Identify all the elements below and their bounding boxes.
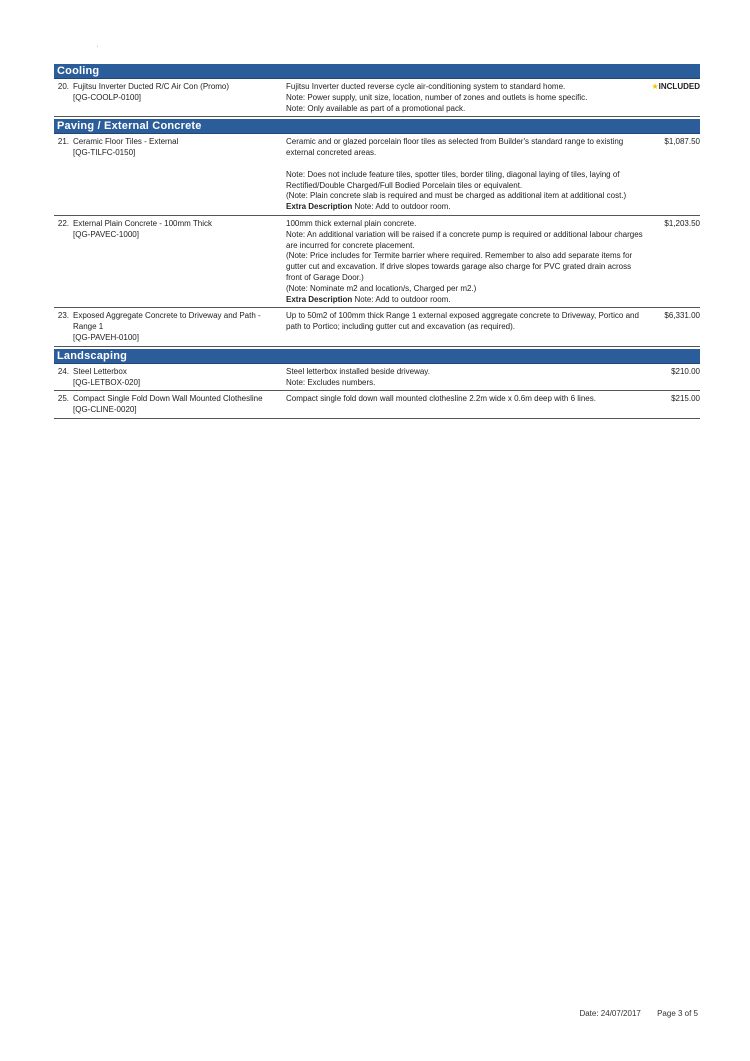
description-line: Compact single fold down wall mounted clothesline 2.2m wide x 0.6m deep with 6 lines.	[286, 394, 596, 404]
item-name: Ceramic Floor Tiles - External	[73, 137, 179, 147]
section-landscaping	[54, 349, 700, 419]
item-name: Fujitsu Inverter Ducted R/C Air Con (Promo)	[73, 82, 230, 91]
scan-speck: '	[97, 46, 99, 52]
item-cell	[54, 311, 286, 343]
description-cell	[286, 311, 646, 343]
description-spacer	[286, 159, 646, 170]
description-line: (Note: Price includes for Termite barrier where required. Remember to also add separate items for gutter cut and excavation. If drive slopes towards garage also charge for PVC grated drain across front of Garage Door.)	[286, 251, 633, 282]
footer-page-number: Page 3 of 5	[657, 1009, 698, 1018]
extra-description-text: Note: Add to outdoor room.	[354, 202, 451, 212]
description-cell	[286, 367, 646, 389]
description-line: 100mm thick external plain concrete.	[286, 218, 417, 228]
item-number: 24.	[57, 366, 69, 376]
description-cell	[286, 82, 646, 114]
extra-description-label: Extra Description	[286, 202, 353, 212]
page-footer	[565, 1009, 698, 1018]
extra-description-label: Extra Description	[286, 294, 353, 304]
section-header: Cooling	[54, 64, 700, 79]
section-paving	[54, 119, 700, 346]
description-line: Note: Excludes numbers.	[286, 377, 376, 387]
description-line: Note: Power supply, unit size, location, number of zones and outlets is home specific.	[286, 92, 588, 102]
item-cell	[54, 137, 286, 213]
item-number: 25.	[57, 394, 69, 404]
item-number: 22.	[57, 218, 69, 228]
description-line: Steel letterbox installed beside driveway.	[286, 366, 430, 376]
price-cell: $210.00	[671, 366, 700, 376]
item-name-block	[73, 367, 286, 389]
section-header: Paving / External Concrete	[54, 119, 700, 134]
item-name-block	[73, 219, 286, 305]
description-cell	[286, 394, 646, 416]
table-row	[54, 79, 700, 117]
section-header: Landscaping	[54, 349, 700, 364]
price-cell: $1,087.50	[664, 137, 700, 147]
item-cell	[54, 394, 286, 416]
table-row	[54, 134, 700, 216]
description-line: Up to 50m2 of 100mm thick Range 1 external exposed aggregate concrete to Driveway, Portico and path to Portico; including gutter cut and excavation (as required).	[286, 311, 639, 332]
footer-date: Date: 24/07/2017	[579, 1009, 641, 1018]
item-cell	[54, 367, 286, 389]
description-line: Fujitsu Inverter ducted reverse cycle air-conditioning system to standard home.	[286, 82, 566, 91]
extra-description	[286, 202, 646, 213]
item-name: Exposed Aggregate Concrete to Driveway and Path - Range 1	[73, 311, 261, 332]
price-cell: $1,203.50	[664, 218, 700, 228]
inclusions-table	[54, 64, 700, 419]
description-line: Note: An additional variation will be raised if a concrete pump is required or additional labour charges are incurred for concrete placement.	[286, 229, 643, 250]
table-row	[54, 364, 700, 392]
extra-description	[286, 295, 646, 306]
table-row	[54, 391, 700, 419]
item-number: 20.	[57, 82, 69, 91]
item-name-block	[73, 137, 286, 213]
item-code: [QG-CLINE-0020]	[73, 405, 137, 415]
item-code: [QG-COOLP-0100]	[73, 92, 142, 102]
extra-description-text: Note: Add to outdoor room.	[354, 294, 451, 304]
price-cell	[646, 82, 700, 114]
table-row	[54, 216, 700, 308]
item-code: [QG-PAVEH-0100]	[73, 332, 139, 342]
description-line: Ceramic and or glazed porcelain floor tiles as selected from Builder's standard range to existing external concreted areas.	[286, 137, 624, 158]
item-code: [QG-PAVEC-1000]	[73, 229, 139, 239]
item-name-block	[73, 394, 286, 416]
item-name-block	[73, 311, 286, 343]
item-cell	[54, 82, 286, 114]
item-cell	[54, 219, 286, 305]
item-name-block	[73, 82, 286, 114]
description-cell	[286, 219, 646, 305]
item-name: External Plain Concrete - 100mm Thick	[73, 218, 213, 228]
item-code: [QG-LETBOX-020]	[73, 377, 141, 387]
description-cell	[286, 137, 646, 213]
section-cooling	[54, 64, 700, 117]
table-row	[54, 308, 700, 346]
description-line: Note: Only available as part of a promotional pack.	[286, 103, 466, 113]
item-number: 21.	[57, 137, 69, 147]
included-badge: INCLUDED	[658, 82, 700, 91]
item-name: Compact Single Fold Down Wall Mounted Clothesline	[73, 394, 263, 404]
description-line: (Note: Nominate m2 and location/s, Charged per m2.)	[286, 283, 477, 293]
description-line: Note: Does not include feature tiles, spotter tiles, border tiling, diagonal laying of tiles, laying of Rectified/Double Charged/Full Bodied Porcelain tiles or equivalent.	[286, 169, 620, 190]
price-cell: $6,331.00	[664, 311, 700, 321]
item-number: 23.	[57, 311, 69, 321]
item-code: [QG-TILFC-0150]	[73, 148, 136, 158]
item-name: Steel Letterbox	[73, 366, 127, 376]
price-cell: $215.00	[671, 394, 700, 404]
star-icon: ★	[651, 82, 659, 91]
description-line: (Note: Plain concrete slab is required and must be charged as additional item at additional cost.)	[286, 191, 627, 201]
